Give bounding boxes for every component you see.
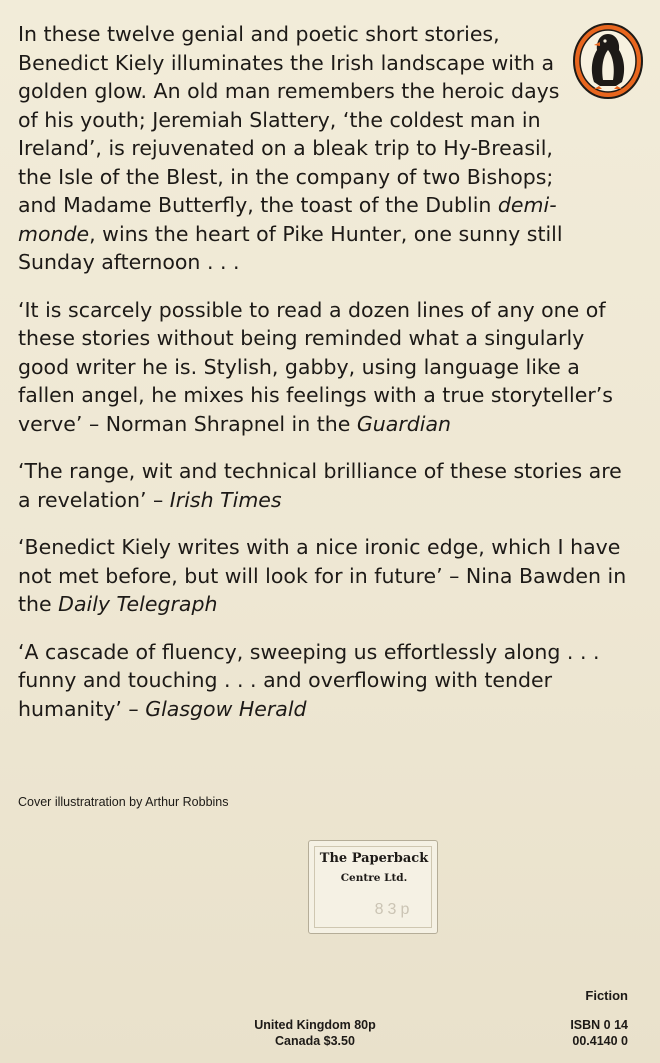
penguin-icon [572, 22, 644, 100]
price-uk: United Kingdom 80p [254, 1018, 376, 1032]
synopsis-text: In these twelve genial and poetic short stories, Benedict Kiely illuminates the Irish landscape with a golden glow. An old man remembers the heroic days of his youth; Jeremiah Slattery, ‘the coldest man in Ireland’, is rejuvenated on a bleak trip to Hy-Breasil, the Isle of the Blest, in the company of two Bishops; and Madame Butterfly, the toast of the Dublin [18, 22, 560, 217]
sticker-price: 83p [374, 901, 414, 918]
illustration-credit: Cover illustratration by Arthur Robbins [18, 795, 229, 809]
review-quote [18, 457, 638, 514]
blurb-text [18, 20, 638, 723]
quote-text: ‘A cascade of fluency, sweeping us effortlessly along . . . funny and touching . . . and overflowing with tender humanity’ – [18, 639, 600, 721]
sticker-store-name: The Paperback [319, 851, 429, 866]
quote-source: Daily Telegraph [58, 592, 218, 616]
sticker-store-sub: Centre Ltd. [340, 872, 408, 884]
price-sticker [308, 840, 438, 934]
quote-text: ‘Benedict Kiely writes with a nice ironic edge, which I have not met before, but will look for in future’ – Nina Bawden in the [18, 535, 627, 616]
isbn-line-1: ISBN 0 14 [570, 1018, 628, 1032]
review-quote [18, 638, 638, 724]
review-quote [18, 533, 638, 619]
price-block [230, 1017, 400, 1049]
genre-label: Fiction [585, 988, 628, 1003]
synopsis-italic: demi-monde [18, 193, 557, 246]
isbn-line-2: 00.4140 0 [572, 1034, 628, 1048]
isbn-block [540, 1017, 628, 1049]
quote-source: Glasgow Herald [145, 696, 307, 721]
synopsis-paragraph [18, 20, 578, 277]
price-canada: Canada $3.50 [275, 1034, 355, 1048]
review-quote [18, 296, 638, 439]
synopsis-text-end: , wins the heart of Pike Hunter, one sunny still Sunday afternoon . . . [18, 221, 563, 274]
quote-text: ‘The range, wit and technical brilliance of these stories are a revelation’ – [18, 459, 622, 512]
quote-text: ‘It is scarcely possible to read a dozen lines of any one of these stories without being reminded what a singularly good writer he is. Stylish, gabby, using language like a fallen angel, he mixes his feelings with a true storyteller’s verve’ – Norman Shrapnel in the [18, 297, 613, 436]
quote-source: Irish Times [169, 487, 282, 512]
quote-source: Guardian [356, 411, 452, 436]
